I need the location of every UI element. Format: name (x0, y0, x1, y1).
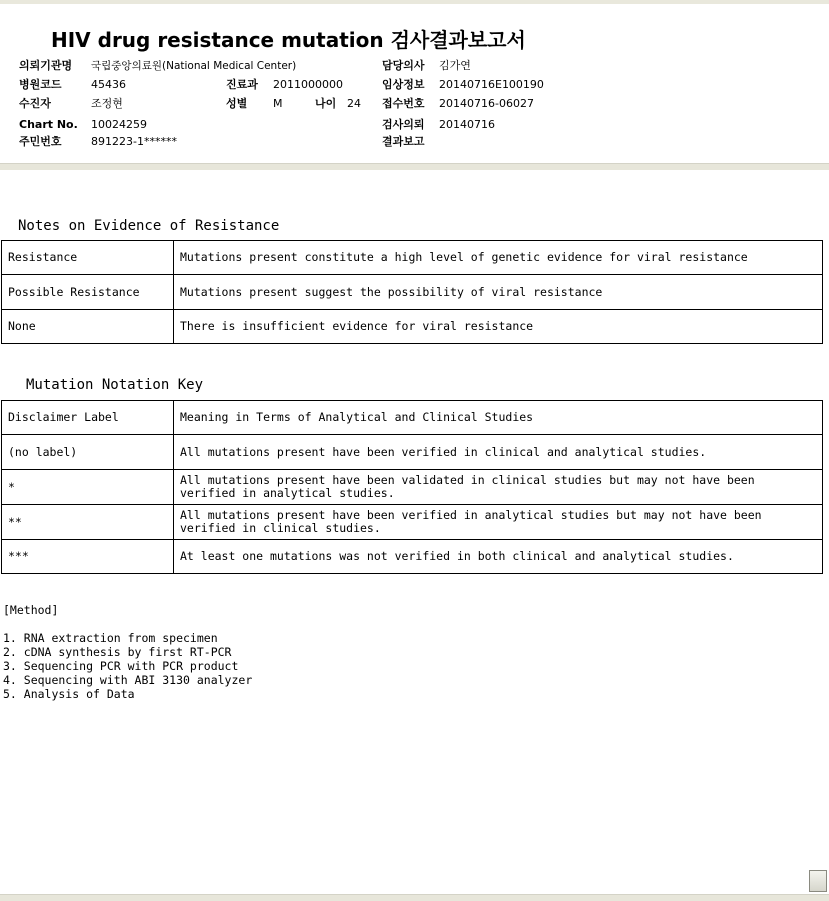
result-report-label: 결과보고 (382, 135, 425, 148)
key-label-cell: ** (2, 505, 174, 540)
age-label: 나이 (315, 97, 337, 110)
table-row (2, 540, 823, 574)
mutation-key-section-title: Mutation Notation Key (26, 377, 204, 393)
chart-no-label: Chart No. (19, 118, 78, 131)
method-step: 3. Sequencing PCR with PCR product (3, 659, 239, 673)
key-label-cell: (no label) (2, 435, 174, 470)
request-date-label: 검사의뢰 (382, 118, 425, 131)
doctor-value: 김가연 (439, 59, 471, 72)
notes-label-cell: None (2, 310, 174, 344)
method-step: 1. RNA extraction from specimen (3, 631, 218, 645)
sex-label: 성별 (226, 97, 248, 110)
doctor-label: 담당의사 (382, 59, 425, 72)
department-value: 2011000000 (273, 78, 343, 91)
notes-meaning-cell: There is insufficient evidence for viral resistance (174, 310, 823, 344)
key-meaning-cell: All mutations present have been verified in analytical studies but may not have been verified in clinical studies. (174, 505, 823, 540)
clinical-info-value: 20140716E100190 (439, 78, 544, 91)
method-step: 2. cDNA synthesis by first RT-PCR (3, 645, 232, 659)
report-header (0, 4, 829, 163)
table-row (2, 241, 823, 275)
hospital-code-label: 병원코드 (19, 78, 62, 91)
method-step: 4. Sequencing with ABI 3130 analyzer (3, 673, 253, 687)
key-label-cell: * (2, 470, 174, 505)
header-label-cell: Disclaimer Label (2, 401, 174, 435)
resident-no-value: 891223-1****** (91, 135, 177, 148)
receipt-no-label: 접수번호 (382, 97, 425, 110)
key-meaning-cell: At least one mutations was not verified in both clinical and analytical studies. (174, 540, 823, 574)
institution-label: 의뢰기관명 (19, 59, 73, 72)
notes-meaning-cell: Mutations present suggest the possibility of viral resistance (174, 275, 823, 310)
resident-no-label: 주민번호 (19, 135, 62, 148)
patient-label: 수진자 (19, 97, 51, 110)
method-step: 5. Analysis of Data (3, 687, 135, 701)
notes-meaning-cell: Mutations present constitute a high level of genetic evidence for viral resistance (174, 241, 823, 275)
notes-label-cell: Possible Resistance (2, 275, 174, 310)
resize-grip[interactable] (809, 870, 827, 892)
header-meaning-cell: Meaning in Terms of Analytical and Clinical Studies (174, 401, 823, 435)
receipt-no-value: 20140716-06027 (439, 97, 534, 110)
table-header-row (2, 401, 823, 435)
hospital-code-value: 45436 (91, 78, 126, 91)
notes-label-cell: Resistance (2, 241, 174, 275)
notes-section-title: Notes on Evidence of Resistance (18, 218, 280, 234)
method-title: [Method] (3, 603, 59, 617)
table-row (2, 470, 823, 505)
key-meaning-cell: All mutations present have been verified in clinical and analytical studies. (174, 435, 823, 470)
report-title: HIV drug resistance mutation 검사결과보고서 (51, 28, 526, 52)
table-row (2, 275, 823, 310)
table-row (2, 435, 823, 470)
key-label-cell: *** (2, 540, 174, 574)
sex-value: M (273, 97, 283, 110)
table-row (2, 505, 823, 540)
patient-value: 조정현 (91, 97, 123, 110)
mutation-key-table (1, 400, 823, 574)
clinical-info-label: 임상정보 (382, 78, 425, 91)
header-divider (0, 163, 829, 170)
notes-table (1, 240, 823, 344)
table-row (2, 310, 823, 344)
department-label: 진료과 (226, 78, 258, 91)
key-meaning-cell: All mutations present have been validated in clinical studies but may not have been verified in analytical studies. (174, 470, 823, 505)
age-value: 24 (347, 97, 361, 110)
institution-value: 국립중앙의료원(National Medical Center) (91, 60, 297, 72)
chart-no-value: 10024259 (91, 118, 147, 131)
request-date-value: 20140716 (439, 118, 495, 131)
